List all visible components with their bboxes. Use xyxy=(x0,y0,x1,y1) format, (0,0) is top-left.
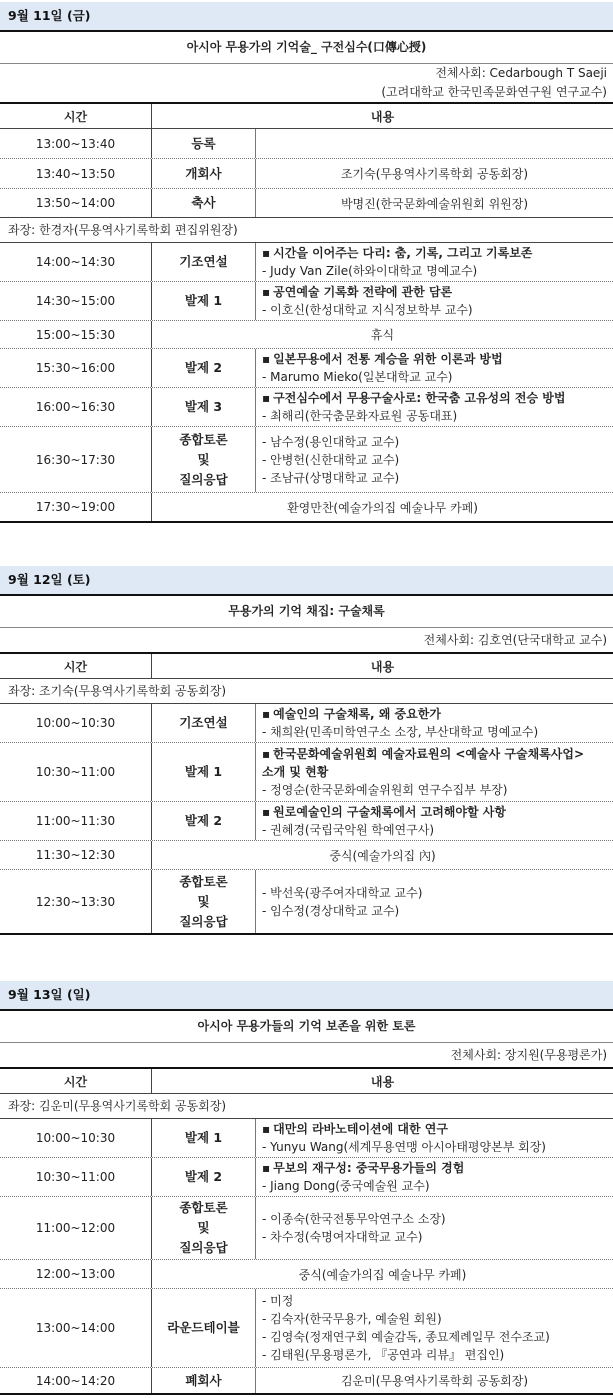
table-row xyxy=(0,189,613,218)
panelist: - 김숙자(한국무용가, 예술원 회원) xyxy=(262,1312,442,1326)
time-cell: 16:00~16:30 xyxy=(0,388,152,426)
talk-title: ▪ 구전심수에서 무용구술사로: 한국춤 고유성의 전승 방법 xyxy=(262,389,613,407)
moderator-line: (고려대학교 한국민족문화연구원 연구교수) xyxy=(381,85,607,99)
content-cell xyxy=(256,704,613,742)
content-cell xyxy=(256,1158,613,1196)
content-cell: 김운미(무용역사기록학회 공동회장) xyxy=(340,1374,529,1388)
content-cell: 박명진(한국문화예술위원회 위원장) xyxy=(340,196,529,211)
lunch-cell: 중식(예술가의집 內) xyxy=(329,848,436,863)
day-header: 9월 12일 (토) xyxy=(0,566,613,596)
talk-title: ▪ 예술인의 구술채록, 왜 중요한가 xyxy=(262,705,613,723)
speaker: - Judy Van Zile(하와이대학교 명예교수) xyxy=(262,264,478,278)
table-row xyxy=(0,1260,613,1289)
table-row xyxy=(0,704,613,743)
table-row xyxy=(0,282,613,321)
table-row xyxy=(0,1197,613,1260)
talk-title: ▪ 한국문화예술위원회 예술자료원의 <예술사 구술채록사업> xyxy=(262,745,613,763)
session-chair: 좌장: 조기숙(무용역사기록학회 공동회장) xyxy=(0,679,613,704)
category-cell: 종합토론 및 질의응답 xyxy=(152,870,256,933)
category-cell: 발제 2 xyxy=(152,802,256,840)
talk-title-continued: 소개 및 현황 xyxy=(262,765,329,779)
table-row xyxy=(0,1289,613,1368)
category-cell: 축사 xyxy=(152,189,256,217)
time-cell: 11:30~12:30 xyxy=(0,841,152,869)
panelist: - 김태원(무용평론가, 『공연과 리뷰』 편집인) xyxy=(262,1348,505,1362)
time-cell: 13:50~14:00 xyxy=(0,189,152,217)
table-header xyxy=(0,654,613,679)
category-cell: 등록 xyxy=(152,129,256,158)
content-cell: 조기숙(무용역사기록학회 공동회장) xyxy=(340,167,529,181)
talk-title: ▪ 원로예술인의 구술채록에서 고려해야할 사항 xyxy=(262,803,613,821)
category-cell: 발제 2 xyxy=(152,1158,256,1196)
category-cell: 기조연설 xyxy=(152,243,256,281)
table-row xyxy=(0,129,613,159)
panelist: - 김영숙(정재연구회 예술감독, 종묘제례일무 전수조교) xyxy=(262,1330,550,1344)
panelist: - 차수정(숙명여자대학교 교수) xyxy=(262,1230,423,1244)
category-cell: 발제 1 xyxy=(152,1119,256,1157)
table-row xyxy=(0,1368,613,1395)
content-cell xyxy=(256,1119,613,1157)
break-cell: 휴식 xyxy=(370,328,395,342)
panelist: - 박선욱(광주여자대학교 교수) xyxy=(262,885,423,900)
content-cell xyxy=(256,743,613,801)
table-row xyxy=(0,802,613,841)
lunch-cell: 중식(예술가의집 예술나무 카페) xyxy=(298,1267,467,1282)
content-cell xyxy=(256,870,613,933)
time-cell: 10:30~11:00 xyxy=(0,743,152,801)
time-cell: 13:40~13:50 xyxy=(0,159,152,188)
table-row xyxy=(0,321,613,349)
col-header-content: 내용 xyxy=(370,1074,395,1089)
time-cell: 12:00~13:00 xyxy=(0,1260,152,1288)
time-cell: 11:00~12:00 xyxy=(0,1197,152,1259)
col-header-content: 내용 xyxy=(370,659,395,674)
day-2-schedule xyxy=(0,566,613,935)
talk-title: ▪ 대만의 라바노테이션에 대한 연구 xyxy=(262,1120,613,1138)
dinner-cell: 환영만찬(예술가의집 예술나무 카페) xyxy=(287,500,478,515)
panelist: - 임수정(경상대학교 교수) xyxy=(262,903,400,918)
time-cell: 10:00~10:30 xyxy=(0,1119,152,1157)
table-row xyxy=(0,493,613,523)
table-row xyxy=(0,1158,613,1197)
speaker: - 최해리(한국춤문화자료원 공동대표) xyxy=(262,409,458,423)
table-row xyxy=(0,388,613,427)
table-row xyxy=(0,427,613,493)
speaker: - Yunyu Wang(세계무용연맹 아시아태평양본부 회장) xyxy=(262,1140,546,1154)
day-3-schedule xyxy=(0,981,613,1395)
col-header-time: 시간 xyxy=(0,104,152,128)
time-cell: 15:30~16:00 xyxy=(0,349,152,387)
category-cell: 발제 3 xyxy=(152,388,256,426)
talk-title: ▪ 일본무용에서 전통 계승을 위한 이론과 방법 xyxy=(262,350,613,368)
col-header-time: 시간 xyxy=(0,654,152,678)
content-cell xyxy=(256,129,613,158)
content-cell xyxy=(256,282,613,320)
table-row xyxy=(0,841,613,870)
panelist: - 안병헌(신한대학교 교수) xyxy=(262,452,400,467)
panelist: - 조남규(상명대학교 교수) xyxy=(262,470,400,485)
content-cell xyxy=(256,1289,613,1367)
table-row xyxy=(0,1119,613,1158)
moderator xyxy=(0,1043,613,1069)
content-cell xyxy=(256,349,613,387)
talk-title: ▪ 공연예술 기록화 전략에 관한 담론 xyxy=(262,283,613,301)
col-header-time: 시간 xyxy=(0,1069,152,1093)
speaker: - 채희완(민족미학연구소 소장, 부산대학교 명예교수) xyxy=(262,725,539,739)
session-chair: 좌장: 김운미(무용역사기록학회 공동회장) xyxy=(0,1094,613,1119)
content-cell xyxy=(256,388,613,426)
table-row xyxy=(0,159,613,189)
time-cell: 10:00~10:30 xyxy=(0,704,152,742)
time-cell: 17:30~19:00 xyxy=(0,493,152,521)
speaker: - 이호신(한성대학교 지식정보학부 교수) xyxy=(262,303,473,317)
category-cell: 발제 2 xyxy=(152,349,256,387)
category-cell: 라운드테이블 xyxy=(152,1289,256,1367)
moderator xyxy=(0,628,613,654)
time-cell: 13:00~13:40 xyxy=(0,129,152,158)
talk-title: ▪ 시간을 이어주는 다리: 춤, 기록, 그리고 기록보존 xyxy=(262,244,613,262)
speaker: - Jiang Dong(중국예술원 교수) xyxy=(262,1179,430,1193)
time-cell: 14:00~14:30 xyxy=(0,243,152,281)
day-1-schedule xyxy=(0,2,613,523)
speaker: - 권혜경(국립국악원 학예연구사) xyxy=(262,823,435,837)
speaker: - Marumo Mieko(일본대학교 교수) xyxy=(262,370,453,384)
moderator-line: 전체사회: 김호연(단국대학교 교수) xyxy=(423,633,607,647)
table-row xyxy=(0,743,613,802)
moderator-line: 전체사회: 장지원(무용평론가) xyxy=(450,1048,607,1062)
session-chair: 좌장: 한경자(무용역사기록학회 편집위원장) xyxy=(0,218,613,243)
content-cell xyxy=(256,1197,613,1259)
time-cell: 16:30~17:30 xyxy=(0,427,152,492)
content-cell xyxy=(256,427,613,492)
content-cell xyxy=(256,243,613,281)
category-cell: 기조연설 xyxy=(152,704,256,742)
table-header xyxy=(0,1069,613,1094)
category-cell: 발제 1 xyxy=(152,743,256,801)
panelist: - 이종숙(한국전통무악연구소 소장) xyxy=(262,1212,446,1226)
table-row xyxy=(0,870,613,935)
time-cell: 14:30~15:00 xyxy=(0,282,152,320)
time-cell: 14:00~14:20 xyxy=(0,1368,152,1393)
category-cell: 폐회사 xyxy=(152,1368,256,1393)
panelist: - 남수정(용인대학교 교수) xyxy=(262,434,400,449)
category-cell: 발제 1 xyxy=(152,282,256,320)
category-cell: 종합토론 및 질의응답 xyxy=(152,427,256,492)
category-cell: 종합토론 및 질의응답 xyxy=(152,1197,256,1259)
table-header xyxy=(0,104,613,129)
category-cell: 개회사 xyxy=(152,159,256,188)
session-title: 아시아 무용가의 기억술_ 구전심수(口傳心授) xyxy=(0,32,613,64)
time-cell: 15:00~15:30 xyxy=(0,321,152,348)
time-cell: 10:30~11:00 xyxy=(0,1158,152,1196)
time-cell: 12:30~13:30 xyxy=(0,870,152,933)
col-header-content: 내용 xyxy=(370,109,395,124)
content-cell xyxy=(256,802,613,840)
time-cell: 13:00~14:00 xyxy=(0,1289,152,1367)
moderator-line: 전체사회: Cedarbough T Saeji xyxy=(435,66,607,80)
table-row xyxy=(0,243,613,282)
talk-title: ▪ 무보의 재구성: 중국무용가들의 경험 xyxy=(262,1159,613,1177)
table-row xyxy=(0,349,613,388)
time-cell: 11:00~11:30 xyxy=(0,802,152,840)
session-title: 아시아 무용가들의 기억 보존을 위한 토론 xyxy=(0,1011,613,1043)
day-header: 9월 11일 (금) xyxy=(0,2,613,32)
session-title: 무용가의 기억 채집: 구술채록 xyxy=(0,596,613,628)
panelist: - 미정 xyxy=(262,1294,294,1308)
speaker: - 정영순(한국문화예술위원회 연구수집부 부장) xyxy=(262,783,508,797)
moderator xyxy=(0,64,613,104)
day-header: 9월 13일 (일) xyxy=(0,981,613,1011)
